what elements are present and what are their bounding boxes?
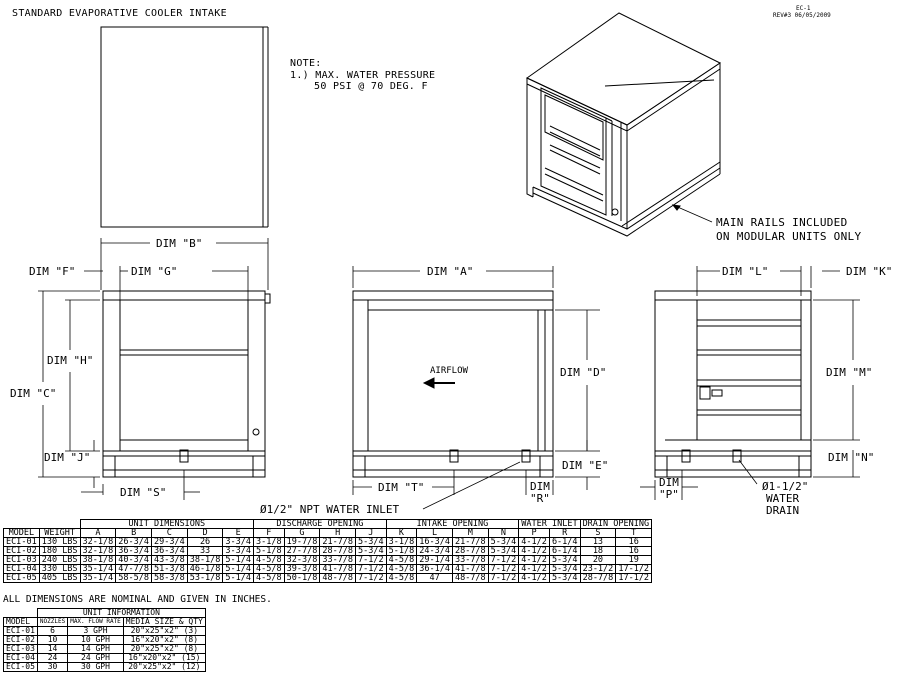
table-cell: ECI-03 [4,556,40,565]
dim-p-label: "P" [659,488,679,501]
table-cell: 20"x25"x2" (12) [123,663,205,672]
table-cell: 5-3/4 [549,574,580,583]
table-cell: 28-7/8 [452,547,488,556]
table-cell: 3-3/4 [223,547,254,556]
table-cell: 32-3/8 [284,556,320,565]
table-row [4,574,652,583]
table-cell: 4-1/2 [519,538,550,547]
table-cell: 5-3/4 [488,547,519,556]
airflow-label: AIRFLOW [430,366,468,376]
dim-f-label: DIM "F" [29,265,76,278]
table-cell: 16 [616,538,652,547]
dimension-spec-table [3,519,652,583]
table-cell: 58-3/8 [151,574,187,583]
dim-g-label: DIM "G" [131,265,178,278]
dim-l-label: DIM "L" [722,265,769,278]
table-cell: 13 [580,538,616,547]
table-cell: 33 [187,547,223,556]
table-cell: ECI-01 [4,538,40,547]
column-header: N [488,529,519,538]
table-cell: 36-1/4 [417,565,453,574]
table-cell: 10 GPH [68,636,124,645]
note-line-2: 50 PSI @ 70 DEG. F [314,81,428,92]
table-cell: 5-1/8 [254,547,285,556]
dim-j-label: DIM "J" [44,451,91,464]
table-cell: 4-5/8 [254,574,285,583]
table-cell: 180 LBS [39,547,80,556]
table-cell: 24 GPH [68,654,124,663]
table-cell: 3-1/8 [386,538,417,547]
table-cell: 5-3/4 [549,565,580,574]
table-cell: 7-1/2 [356,556,387,565]
group-header: DRAIN OPENING [580,520,652,529]
column-header: B [116,529,152,538]
isometric-unit-view [527,13,720,236]
column-header: K [386,529,417,538]
column-header: C [151,529,187,538]
table-cell: 24 [37,654,67,663]
drain-label-1: Ø1-1/2" [762,480,809,493]
table-cell: 38-1/8 [80,556,116,565]
dim-s-label: DIM "S" [120,486,167,499]
table-cell: 7-1/2 [488,574,519,583]
note-line-1: 1.) MAX. WATER PRESSURE [290,70,436,81]
table-cell: 7-1/2 [356,574,387,583]
table-cell: ECI-03 [4,645,38,654]
table-cell: ECI-02 [4,636,38,645]
table-cell: 5-1/4 [223,556,254,565]
table-cell: 130 LBS [39,538,80,547]
table-cell: 58-5/8 [116,574,152,583]
table-cell: 5-1/8 [386,547,417,556]
column-header: D [187,529,223,538]
group-header: DISCHARGE OPENING [254,520,387,529]
dim-a-label: DIM "A" [427,265,474,278]
column-header: NOZZLES [37,618,67,627]
table-cell: 6 [37,627,67,636]
table-cell: 30 GPH [68,663,124,672]
table-cell: 7-1/2 [356,565,387,574]
table-cell: 40-3/4 [116,556,152,565]
main-rails-callout-1: MAIN RAILS INCLUDED [716,216,848,229]
drain-label-3: DRAIN [766,504,800,517]
table-cell: 48-7/8 [452,574,488,583]
column-header: J [356,529,387,538]
table-cell: 4-5/8 [254,556,285,565]
dim-d-label: DIM "D" [560,366,607,379]
table-cell: 4-5/8 [386,565,417,574]
note-heading: NOTE: [290,58,322,69]
table-cell: 27-7/8 [284,547,320,556]
table-cell: 53-1/8 [187,574,223,583]
table-cell: 5-3/4 [549,556,580,565]
table-cell: 4-5/8 [386,556,417,565]
column-header: R [549,529,580,538]
group-header: WATER INLET [519,520,580,529]
dim-m-label: DIM "M" [826,366,873,379]
unit-info-title: UNIT INFORMATION [37,609,205,618]
table-row [4,663,206,672]
column-header: F [254,529,285,538]
table-cell: 16 [616,547,652,556]
column-header: E [223,529,254,538]
table-cell: 29-3/4 [151,538,187,547]
table-cell: 3-1/8 [254,538,285,547]
table-cell: 30 [37,663,67,672]
table-cell: 330 LBS [39,565,80,574]
table-cell: 46-1/8 [187,565,223,574]
table-cell: 33-7/8 [452,556,488,565]
table-cell: 3-3/4 [223,538,254,547]
column-header: P [519,529,550,538]
table-cell: 6-1/4 [549,547,580,556]
column-header: H [320,529,356,538]
table-cell: 28-7/8 [580,574,616,583]
table-cell: 43-3/8 [151,556,187,565]
dim-p-label-top: DIM [659,476,679,489]
table-cell: 39-3/8 [284,565,320,574]
table-cell: 4-5/8 [254,565,285,574]
dim-h-label: DIM "H" [47,354,94,367]
table-cell: 3 GPH [68,627,124,636]
airflow-arrow-shape [424,378,455,388]
table-cell: 38-1/8 [187,556,223,565]
table-cell: 4-5/8 [386,574,417,583]
table-cell: 41-7/8 [452,565,488,574]
table-cell: 14 GPH [68,645,124,654]
dim-r-label-top: DIM [530,480,550,493]
dim-k-label: DIM "K" [846,265,893,278]
table-cell: 17-1/2 [616,565,652,574]
table-cell: 24-3/4 [417,547,453,556]
table-cell: 4-1/2 [519,565,550,574]
group-header: UNIT DIMENSIONS [80,520,253,529]
column-header: L [417,529,453,538]
table-cell: 41-7/8 [320,565,356,574]
table-cell: 16"x20"x2" (15) [123,654,205,663]
table-cell: 19 [616,556,652,565]
column-header: MEDIA SIZE & QTY [123,618,205,627]
table-cell: 16-3/4 [417,538,453,547]
table-cell: 51-3/8 [151,565,187,574]
table-cell: 21-7/8 [320,538,356,547]
table-cell: 33-7/8 [320,556,356,565]
table-cell: 20"x25"x2" (8) [123,645,205,654]
dim-n-label: DIM "N" [828,451,875,464]
npt-inlet-label: Ø1/2" NPT WATER INLET [260,503,400,516]
table-cell: 17-1/2 [616,574,652,583]
table-cell: 26 [187,538,223,547]
table-cell: 16"x20"x2" (8) [123,636,205,645]
table-cell: ECI-05 [4,663,38,672]
table-cell: 18 [580,547,616,556]
table-cell: 20 [580,556,616,565]
side-view [103,291,270,477]
group-header: INTAKE OPENING [386,520,519,529]
table-cell: 5-3/4 [356,547,387,556]
dim-b-label: DIM "B" [156,237,203,250]
table-cell: 240 LBS [39,556,80,565]
nominal-note: ALL DIMENSIONS ARE NOMINAL AND GIVEN IN INCHES. [3,594,272,605]
table-cell: 50-1/8 [284,574,320,583]
group-header-row [4,520,652,529]
revision-label: REV#3 06/05/2009 [773,12,831,19]
dim-t-label: DIM "T" [378,481,425,494]
drawing-number: EC-1 [796,5,811,12]
table-cell: 35-1/4 [80,565,116,574]
table-cell: 29-1/4 [417,556,453,565]
table-cell: 14 [37,645,67,654]
table-cell: ECI-04 [4,565,40,574]
main-rails-callout-2: ON MODULAR UNITS ONLY [716,230,862,243]
table-cell: ECI-05 [4,574,40,583]
table-cell: 5-3/4 [356,538,387,547]
unit-info-table [3,608,206,672]
table-cell: 21-7/8 [452,538,488,547]
table-cell: 5-1/4 [223,574,254,583]
table-cell: 20"x25"x2" (3) [123,627,205,636]
table-cell: 405 LBS [39,574,80,583]
column-header: MODEL [4,529,40,538]
table-cell: ECI-01 [4,627,38,636]
table-cell: ECI-02 [4,547,40,556]
column-header: A [80,529,116,538]
table-cell: 28-7/8 [320,547,356,556]
drawing-title: STANDARD EVAPORATIVE COOLER INTAKE [12,8,227,19]
table-cell: 5-1/4 [223,565,254,574]
table-cell: 35-1/4 [80,574,116,583]
table-cell: 5-3/4 [488,538,519,547]
table-cell: 47 [417,574,453,583]
table-cell: 36-3/4 [116,547,152,556]
column-header: WEIGHT [39,529,80,538]
column-header: S [580,529,616,538]
column-header: T [616,529,652,538]
media-pad-view [101,27,268,227]
table-cell: 4-1/2 [519,574,550,583]
table-cell: 10 [37,636,67,645]
table-cell: 7-1/2 [488,556,519,565]
rear-view [655,291,811,477]
column-header: MAX. FLOW RATE [68,618,124,627]
table-cell: 32-1/8 [80,547,116,556]
dim-r-label: "R" [530,492,550,505]
table-cell: 4-1/2 [519,547,550,556]
dim-e-label: DIM "E" [562,459,609,472]
column-header: M [452,529,488,538]
drain-label-2: WATER [766,492,800,505]
table-cell: 48-7/8 [320,574,356,583]
table-cell: ECI-04 [4,654,38,663]
table-cell: 19-7/8 [284,538,320,547]
table-cell: 7-1/2 [488,565,519,574]
table-cell: 4-1/2 [519,556,550,565]
column-header: MODEL [4,618,38,627]
table-cell: 26-3/4 [116,538,152,547]
dim-c-label: DIM "C" [10,387,57,400]
table-cell: 47-7/8 [116,565,152,574]
column-header: G [284,529,320,538]
table-cell: 6-1/4 [549,538,580,547]
table-cell: 32-1/8 [80,538,116,547]
table-cell: 23-1/2 [580,565,616,574]
table-cell: 36-3/4 [151,547,187,556]
